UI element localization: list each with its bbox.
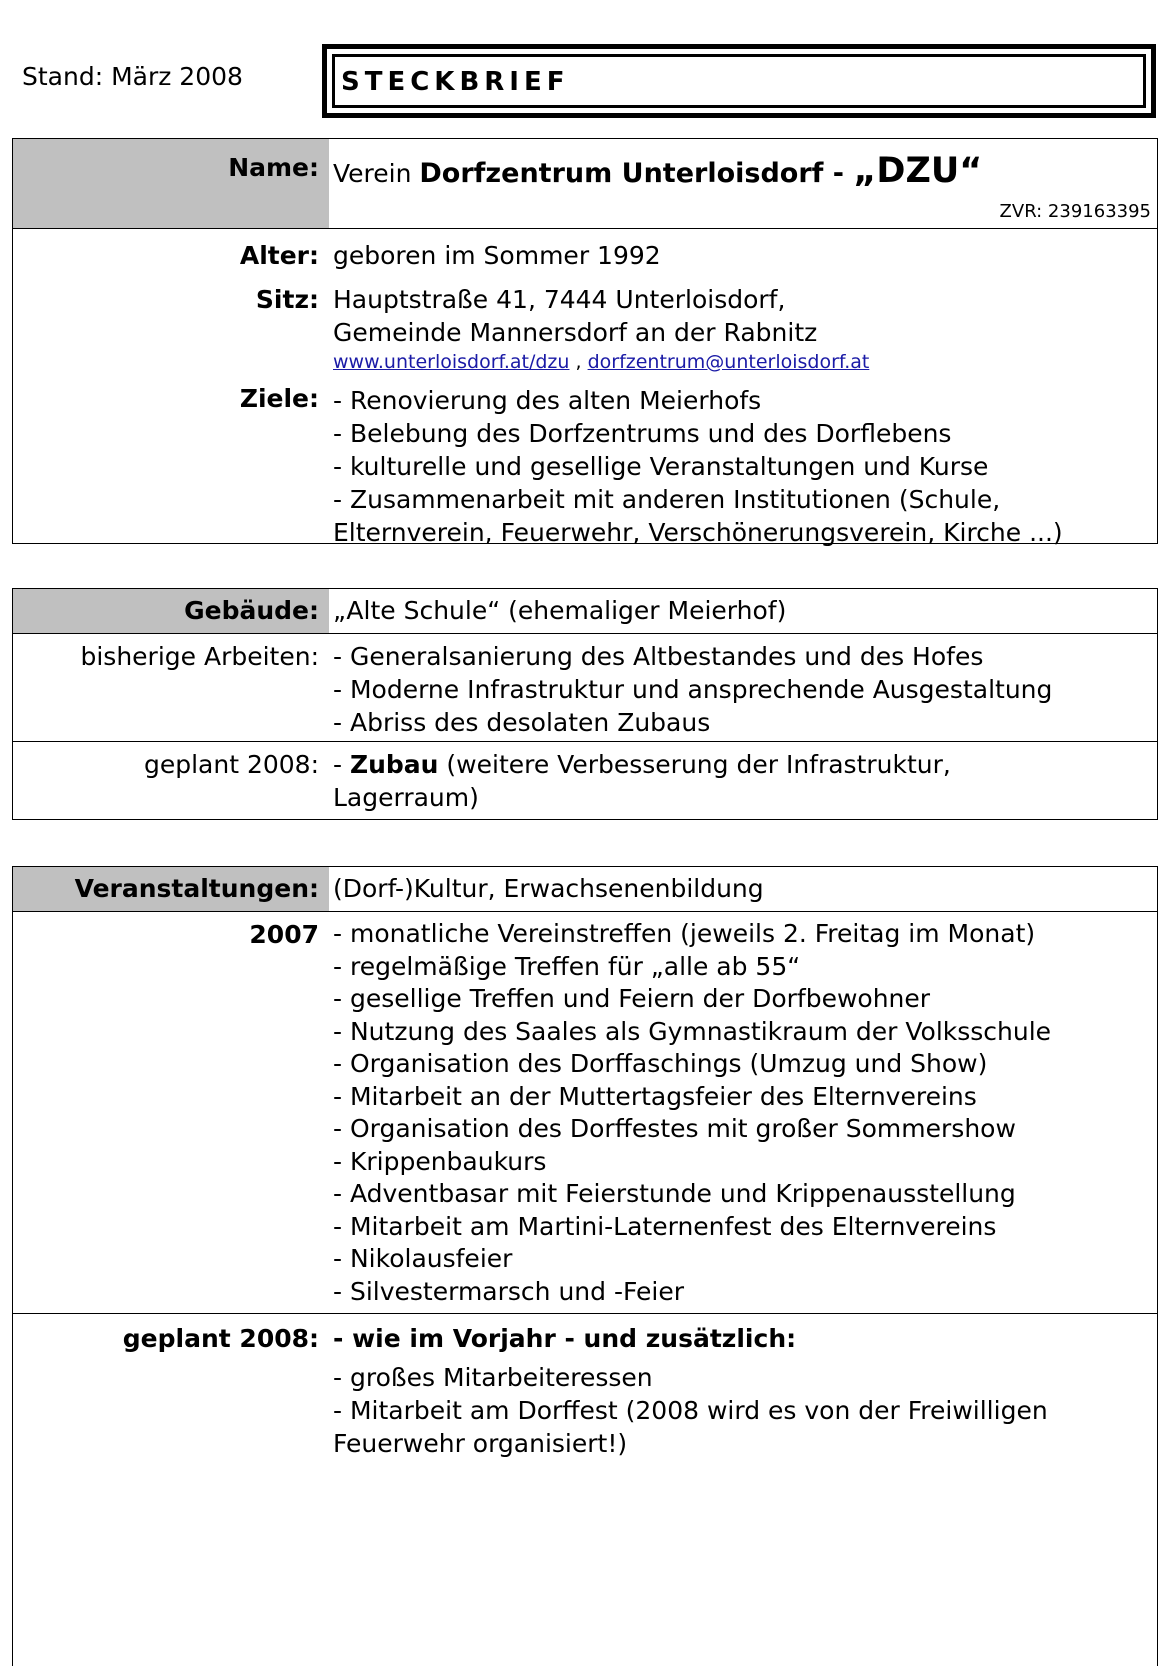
gebaeude-geplant-label: geplant 2008: bbox=[143, 750, 319, 779]
gebaeude-geplant-line-2: Lagerraum) bbox=[333, 783, 479, 812]
name-prefix: Verein bbox=[333, 159, 420, 188]
event-item: - Mitarbeit am Martini-Laternenfest des Elternvereins bbox=[333, 1211, 997, 1241]
alter-label: Alter: bbox=[239, 241, 319, 270]
bisherige-item: - Abriss des desolaten Zubaus bbox=[333, 708, 711, 737]
sitz-line-2: Gemeinde Mannersdorf an der Rabnitz bbox=[333, 318, 818, 347]
event-item: - Krippenbaukurs bbox=[333, 1146, 547, 1176]
ziele-item: - Zusammenarbeit mit anderen Institutionen (Schule, bbox=[333, 485, 1001, 514]
gebaeude-row bbox=[13, 589, 1157, 633]
gebaeude-box bbox=[12, 588, 1158, 820]
event-item: - Organisation des Dorffaschings (Umzug und Show) bbox=[333, 1049, 988, 1078]
bisherige-item: - Moderne Infrastruktur und ansprechende Ausgestaltung bbox=[333, 675, 1053, 704]
gebaeude-geplant-value bbox=[329, 742, 1157, 819]
link-separator: , bbox=[569, 351, 588, 373]
ziele-item: - Belebung des Dorfzentrums und des Dorflebens bbox=[333, 419, 952, 448]
steckbrief-title: STECKBRIEF bbox=[341, 67, 570, 97]
bisherige-arbeiten-list bbox=[329, 634, 1157, 741]
veranstaltungen-box bbox=[12, 866, 1158, 1666]
ziele-item: Elternverein, Feuerwehr, Verschönerungsverein, Kirche ...) bbox=[333, 518, 1063, 547]
geplant-item: - Mitarbeit am Dorffest (2008 wird es von der Freiwilligen bbox=[333, 1396, 1048, 1425]
steckbrief-title-box bbox=[322, 44, 1156, 118]
event-item: - Silvestermarsch und -Feier bbox=[333, 1276, 684, 1306]
zvr-number: ZVR: 239163395 bbox=[999, 201, 1151, 222]
gebaeude-label: Gebäude: bbox=[13, 589, 329, 633]
ziele-item: - Renovierung des alten Meierhofs bbox=[333, 386, 762, 415]
veranstaltungen-geplant-list bbox=[329, 1314, 1157, 1674]
gebaeude-value: „Alte Schule“ (ehemaliger Meierhof) bbox=[333, 596, 787, 625]
ziele-list bbox=[333, 384, 1157, 549]
name-bold: Dorfzentrum Unterloisdorf - bbox=[419, 158, 854, 189]
veranstaltungen-2007-row bbox=[13, 911, 1157, 1313]
geplant-item: - großes Mitarbeiteressen bbox=[333, 1363, 653, 1392]
event-item: - Nikolausfeier bbox=[333, 1244, 513, 1273]
sitz-line-1: Hauptstraße 41, 7444 Unterloisdorf, bbox=[333, 285, 786, 314]
veranstaltungen-label: Veranstaltungen: bbox=[13, 867, 329, 911]
bisherige-arbeiten-label: bisherige Arbeiten: bbox=[80, 642, 319, 671]
ziele-item: - kulturelle und gesellige Veranstaltungen und Kurse bbox=[333, 452, 989, 481]
event-item: - gesellige Treffen und Feiern der Dorfbewohner bbox=[333, 984, 931, 1013]
gebaeude-geplant-row bbox=[13, 741, 1157, 819]
alter-value: geboren im Sommer 1992 bbox=[333, 241, 661, 270]
year-2007-label: 2007 bbox=[249, 920, 319, 949]
bisherige-item: - Generalsanierung des Altbestandes und des Hofes bbox=[333, 642, 984, 671]
event-item: - Organisation des Dorffestes mit großer Sommershow bbox=[333, 1114, 1016, 1143]
name-abbreviation: „DZU“ bbox=[853, 151, 983, 191]
stand-date: Stand: März 2008 bbox=[22, 62, 243, 91]
email-link[interactable]: dorfzentrum@unterloisdorf.at bbox=[587, 351, 870, 373]
veranstaltungen-row bbox=[13, 867, 1157, 911]
gebaeude-geplant-line-1 bbox=[333, 748, 1157, 781]
verein-labels bbox=[13, 229, 329, 543]
verein-details-row bbox=[13, 228, 1157, 547]
event-item: - Nutzung des Saales als Gymnastikraum der Volksschule bbox=[333, 1016, 1052, 1046]
event-item: - monatliche Vereinstreffen (jeweils 2. Freitag im Monat) bbox=[333, 919, 1036, 948]
verein-values bbox=[329, 229, 1157, 547]
geplant-zubau: Zubau bbox=[349, 750, 439, 779]
contact-links bbox=[333, 349, 1157, 373]
geplant-rest: (weitere Verbesserung der Infrastruktur, bbox=[438, 750, 951, 779]
veranstaltungen-geplant-row bbox=[13, 1313, 1157, 1674]
geplant-item: Feuerwehr organisiert!) bbox=[333, 1429, 628, 1458]
steckbrief-title-inner-frame bbox=[332, 54, 1146, 108]
veranstaltungen-2007-list bbox=[329, 912, 1157, 1313]
veranstaltungen-geplant-label: geplant 2008: bbox=[122, 1324, 319, 1353]
ziele-label: Ziele: bbox=[239, 384, 319, 413]
verein-box bbox=[12, 138, 1158, 547]
geplant-headline: - wie im Vorjahr - und zusätzlich: bbox=[333, 1324, 797, 1353]
bisherige-arbeiten-row bbox=[13, 633, 1157, 741]
website-link[interactable]: www.unterloisdorf.at/dzu bbox=[333, 351, 570, 373]
event-item: - regelmäßige Treffen für „alle ab 55“ bbox=[333, 951, 801, 981]
geplant-dash: - bbox=[333, 750, 350, 779]
veranstaltungen-value: (Dorf-)Kultur, Erwachsenenbildung bbox=[333, 874, 764, 903]
event-item: - Adventbasar mit Feierstunde und Krippenausstellung bbox=[333, 1179, 1016, 1208]
sitz-label: Sitz: bbox=[255, 285, 319, 314]
name-row bbox=[13, 139, 1157, 228]
event-item: - Mitarbeit an der Muttertagsfeier des Elternvereins bbox=[333, 1081, 977, 1111]
name-label: Name: bbox=[13, 139, 329, 228]
